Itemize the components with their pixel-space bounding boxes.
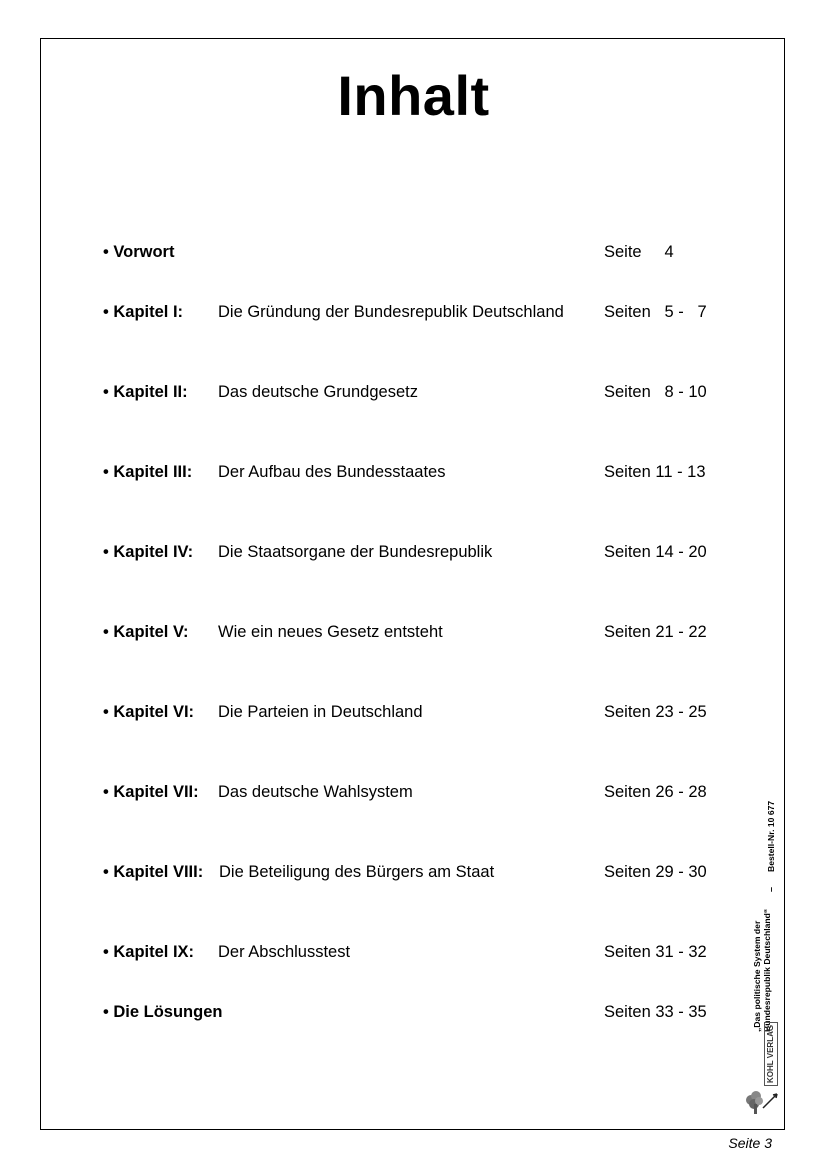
toc-title: Das deutsche Wahlsystem	[218, 783, 413, 801]
toc-label: • Kapitel I:	[103, 303, 184, 321]
toc-label: • Kapitel V:	[103, 623, 189, 641]
toc-title: Der Aufbau des Bundesstaates	[218, 463, 446, 481]
page-frame	[40, 38, 785, 1130]
toc-label: • Kapitel II:	[103, 383, 188, 401]
toc-label: • Kapitel III:	[103, 463, 193, 481]
toc-label: • Die Lösungen	[103, 1003, 223, 1021]
toc-entry-kapitel-8	[103, 861, 723, 883]
toc-pages: Seiten 5 - 7	[604, 303, 707, 321]
toc-pages: Seiten 14 - 20	[604, 543, 707, 561]
toc-label: • Kapitel IX:	[103, 943, 195, 961]
toc-pages: Seiten 26 - 28	[604, 783, 707, 801]
toc-pages: Seiten 23 - 25	[604, 703, 707, 721]
toc-entry-kapitel-2	[103, 381, 723, 403]
tree-logo-icon	[743, 1086, 779, 1116]
toc-entry-kapitel-1	[103, 301, 723, 323]
toc-pages: Seiten 33 - 35	[604, 1003, 707, 1021]
toc-pages: Seiten 11 - 13	[604, 463, 706, 481]
toc-entry-kapitel-4	[103, 541, 723, 563]
order-number: Bestell-Nr. 10 677	[766, 800, 776, 872]
toc-title: Die Beteiligung des Bürgers am Staat	[219, 863, 495, 881]
toc-entry-vorwort	[103, 241, 723, 263]
page-title: Inhalt	[337, 64, 490, 127]
toc-entry-kapitel-5	[103, 621, 723, 643]
toc-title: Der Abschlusstest	[218, 943, 351, 961]
toc-title: Das deutsche Grundgesetz	[218, 383, 418, 401]
toc-pages: Seiten 21 - 22	[604, 623, 707, 641]
toc-pages: Seiten 8 - 10	[604, 383, 707, 401]
book-title-line-1: „Das politische System der	[752, 920, 762, 1032]
toc-entry-kapitel-6	[103, 701, 723, 723]
book-title-line-2: Bundesrepublik Deutschland“	[762, 908, 772, 1032]
toc-label: • Kapitel VI:	[103, 703, 195, 721]
toc-title: Die Gründung der Bundesrepublik Deutschland	[218, 303, 564, 321]
toc-label: • Kapitel IV:	[103, 543, 194, 561]
publisher-label: KOHL VERLAG	[764, 1022, 778, 1086]
toc-label: • Kapitel VII:	[103, 783, 199, 801]
toc-entry-kapitel-7	[103, 781, 723, 803]
toc-entry-loesungen	[103, 1001, 723, 1023]
separator-dash: –	[766, 886, 776, 892]
page-number: Seite 3	[728, 1135, 772, 1151]
toc-title: Die Staatsorgane der Bundesrepublik	[218, 543, 493, 561]
toc-title: Wie ein neues Gesetz entsteht	[218, 623, 443, 641]
toc-label: • Kapitel VIII:	[103, 863, 204, 881]
toc-title: Die Parteien in Deutschland	[218, 703, 423, 721]
toc-pages: Seiten 29 - 30	[604, 863, 707, 881]
toc-label: • Vorwort	[103, 243, 175, 261]
toc-pages: Seiten 31 - 32	[604, 943, 707, 961]
toc-entry-kapitel-9	[103, 941, 723, 963]
toc-pages: Seite 4	[604, 243, 674, 261]
toc-entry-kapitel-3	[103, 461, 723, 483]
